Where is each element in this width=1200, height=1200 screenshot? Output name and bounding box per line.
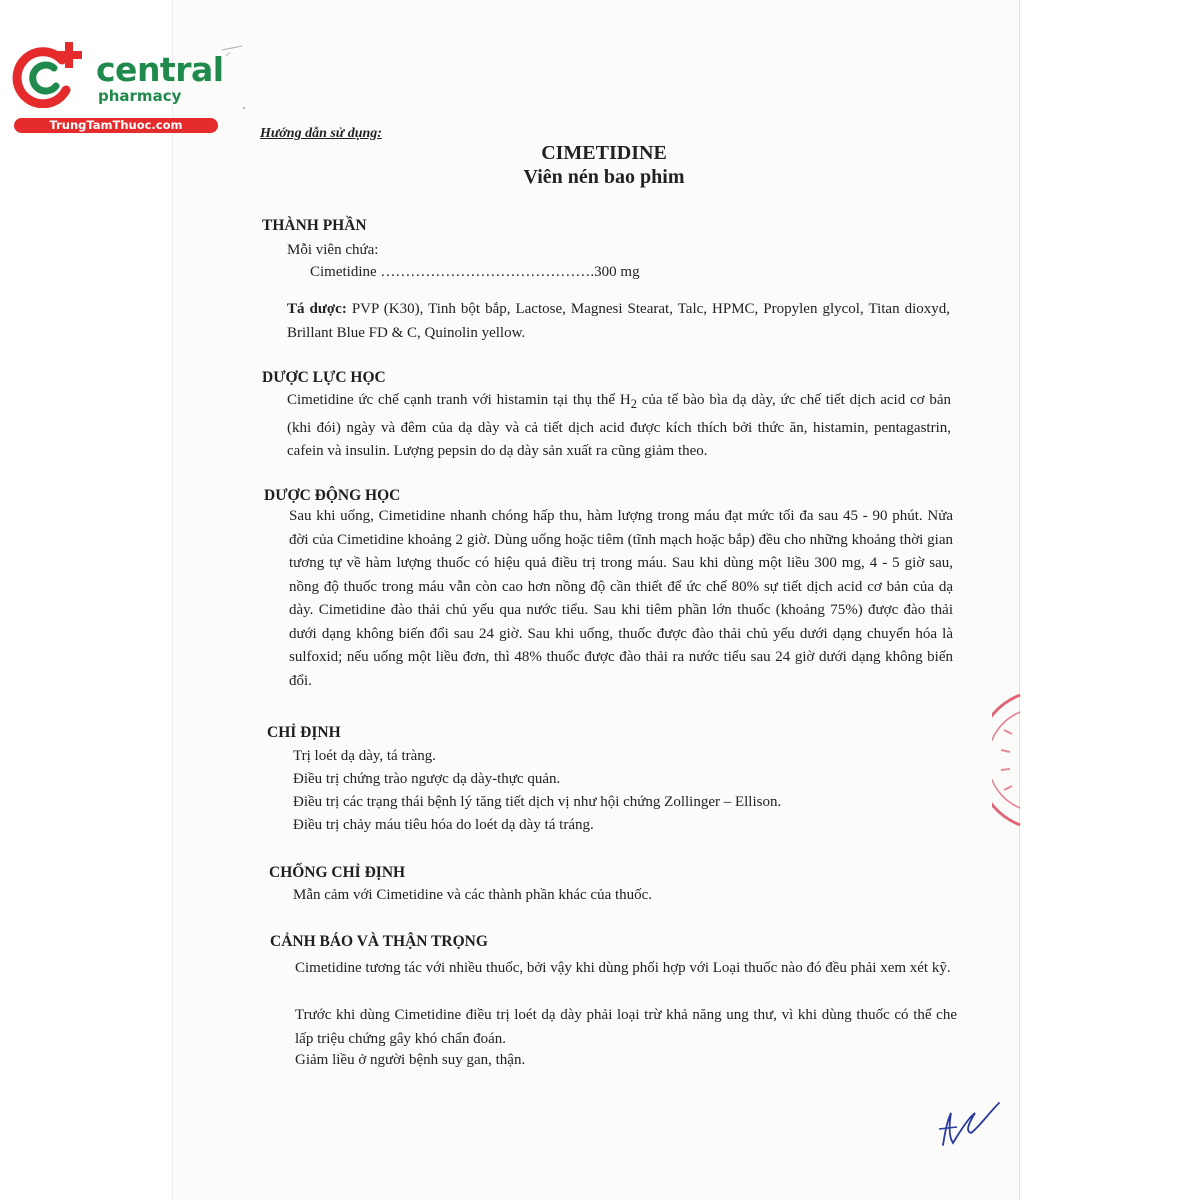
section-warnings-heading: CẢNH BÁO VÀ THẬN TRỌNG: [270, 933, 488, 950]
section-composition-heading: THÀNH PHẦN: [262, 217, 367, 234]
section-pharmacodynamics-heading: DƯỢC LỰC HỌC: [262, 369, 386, 386]
pharmacokinetics-paragraph: Sau khi uống, Cimetidine nhanh chóng hấp thu, hàm lượng trong máu đạt mức tối đa sau 45 - 90 phút. Nửa đời của Cimetidine khoảng 2 giờ. Dùng uống hoặc tiêm (tĩnh mạch hoặc bắp) đều cho những khoảng thời gian tương tự về hàm lượng thuốc có hiệu quả điều trị trong máu. Sau khi dùng một liều 300 mg, 4 - 5 giờ sau, nồng độ thuốc trong máu vẫn còn cao hơn nồng độ cần thiết để ức chế 80% sự tiết dịch acid cơ bản của dạ dày. Cimetidine đào thải chủ yếu qua nước tiểu. Sau khi tiêm phần lớn thuốc (khoảng 75%) được đào thải dưới dạng không biến đổi sau 24 giờ. Sau khi uống, thuốc được đào thải chủ yếu dưới dạng chuyển hóa là sulfoxid; nếu uống một liều đơn, thì 48% thuốc được đào thải ra nước tiểu sau 24 giờ dưới dạng không biến đổi.: [289, 508, 953, 689]
pharmacodynamics-text-b: của tế bào bìa dạ dày, ức chế tiết dịch acid cơ bản (khi đói) ngày và đêm của dạ dày và cả tiết dịch acid được kích thích bởi thức ăn, histamin, pentagastrin, cafein và insulin. Lượng pepsin do dạ dày sản xuất ra cũng giảm theo.: [287, 392, 951, 459]
pharmacodynamics-paragraph: [287, 389, 951, 464]
warning-paragraph: Giảm liều ở người bệnh suy gan, thận.: [295, 1052, 526, 1068]
section-contraindications-heading: CHỐNG CHỈ ĐỊNH: [269, 864, 406, 881]
pharmacy-cross-icon: [10, 38, 88, 108]
logo-url-badge: TrungTamThuoc.com: [14, 118, 218, 133]
indication-item: Điều trị chảy máu tiêu hóa do loét dạ dày tá tráng.: [293, 817, 594, 833]
drug-title: CIMETIDINE: [541, 142, 667, 164]
logo-brand-sub: pharmacy: [98, 87, 182, 105]
pharmacodynamics-subscript: 2: [630, 397, 637, 411]
central-pharmacy-logo: [8, 36, 223, 136]
logo-brand-name: central: [96, 50, 224, 89]
excipients-text: PVP (K30), Tinh bột bắp, Lactose, Magnesi Stearat, Talc, HPMC, Propylen glycol, Titan dioxyd, Brillant Blue FD & C, Quinolin yellow.: [287, 301, 950, 341]
excipients-label: Tá dược:: [287, 301, 347, 317]
section-pharmacokinetics-heading: DƯỢC ĐỘNG HỌC: [264, 487, 401, 504]
active-ingredient-line: Cimetidine …………………………………….300 mg: [310, 264, 640, 280]
indication-item: Điều trị các trạng thái bệnh lý tăng tiết dịch vị như hội chứng Zollinger – Ellison.: [293, 794, 782, 810]
official-stamp-icon: [992, 690, 1022, 830]
usage-instruction-label: Hướng dẫn sử dụng:: [260, 126, 382, 141]
indication-item: Trị loét dạ dày, tá tràng.: [293, 748, 437, 764]
handwritten-signature-icon: [935, 1093, 1005, 1153]
indication-item: Điều trị chứng trào ngược dạ dày-thực quản.: [293, 771, 561, 787]
pen-mark-icon: [212, 40, 252, 115]
drug-form: Viên nén bao phim: [523, 166, 685, 188]
per-tablet-label: Mỗi viên chứa:: [287, 242, 379, 258]
contraindication-text: Mẫn cảm với Cimetidine và các thành phần khác của thuốc.: [293, 887, 653, 903]
pharmacodynamics-text-a: Cimetidine ức chế cạnh tranh với histamin tại thụ thể H: [287, 392, 631, 408]
warning-paragraph: Cimetidine tương tác với nhiều thuốc, bởi vậy khi dùng phối hợp với Loại thuốc nào đó đều phải xem xét kỹ.: [295, 960, 951, 976]
warning-paragraph: Trước khi dùng Cimetidine điều trị loét dạ dày phải loại trừ khả năng ung thư, vì khi dùng thuốc có thể che lấp triệu chứng gây khó chẩn đoán.: [295, 1007, 957, 1047]
excipients-paragraph: [287, 298, 950, 345]
section-indications-heading: CHỈ ĐỊNH: [267, 724, 341, 741]
